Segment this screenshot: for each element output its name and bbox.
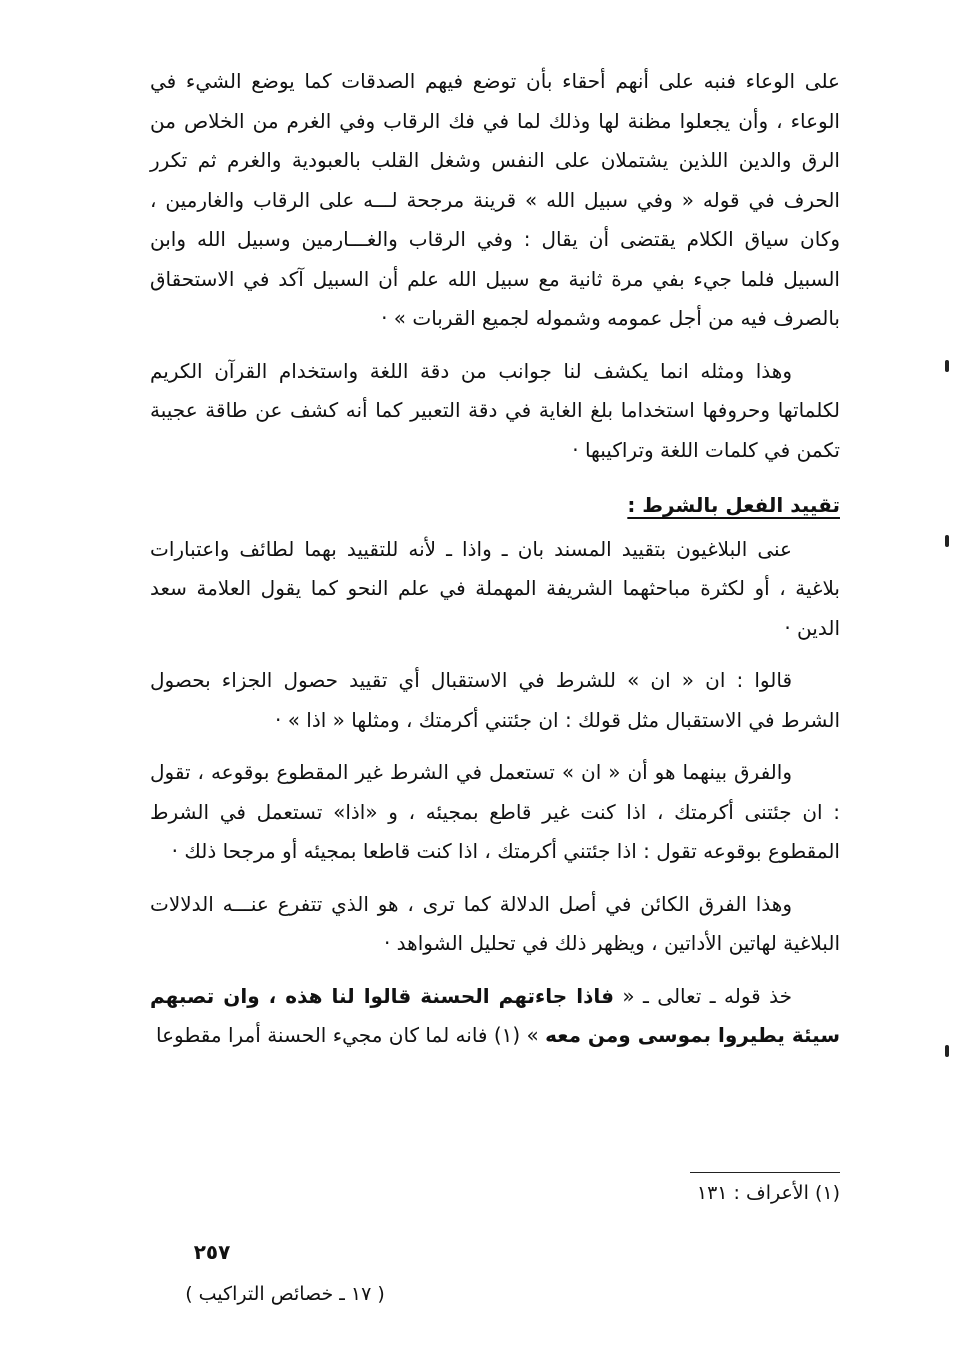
- paragraph-7: [150, 977, 840, 1056]
- paragraph-7-outro: » (١) فانه لما كان مجيء الحسنة أمرا مقطوعا: [156, 1023, 546, 1047]
- footnote-divider: [690, 1172, 840, 1173]
- margin-mark: [945, 360, 949, 372]
- paragraph-3: عنى البلاغيون بتقييد المسند بان ـ واذا ـ لأنه للتقييد بهما لطائف واعتبارات بلاغية ، أو لكثرة مباحثهما الشريفة المهملة في علم النحو كما يقول العلامة سعد الدين ·: [150, 536, 840, 640]
- margin-mark: [945, 535, 949, 547]
- body-text: [150, 62, 840, 1069]
- paragraph-6: وهذا الفرق الكائن في أصل الدلالة كما ترى ، هو الذي تتفرع عنـــه الدلالات البلاغية لهاتين الأداتين ، ويظهر ذلك في تحليل الشواهد ·: [150, 891, 840, 955]
- page-number: ٢٥٧: [193, 1240, 231, 1264]
- quranic-verse: فاذا جاءتهم الحسنة قالوا لنا هذه ، وان تصبهم سيئة يطيروا بموسى ومن معه: [150, 983, 840, 1047]
- signature-line: ( ١٧ ـ خصائص التراكيب ): [185, 1283, 385, 1305]
- paragraph-2: وهذا ومثله انما يكشف لنا جوانب من دقة اللغة واستخدام القرآن الكريم لكلماتها وحروفها استخداما بلغ الغاية في دقة التعبير كما أنه كشف عن طاقة عجيبة تكمن في كلمات اللغة وتراكيبها ·: [150, 358, 840, 462]
- footnote: (١) الأعراف : ١٣١: [696, 1182, 840, 1204]
- paragraph-5: والفرق بينهما هو أن « ان » تستعمل في الشرط غير المقطوع بوقوعه ، تقول : ان جئتنى أكرمتك ، اذا كنت غير قاطع بمجيئه ، و «اذا» تستعمل في الشرط المقطوع بوقوعه تقول : اذا جئتني أكرمتك ، اذا كنت قاطعا بمجيئه أو مرجحا ذلك ·: [150, 760, 840, 863]
- paragraph-7-intro: خذ قوله ـ تعالى ـ «: [613, 983, 792, 1008]
- section-heading: تقييد الفعل بالشرط :: [627, 493, 840, 517]
- paragraph-1: على الوعاء فنبه على أنهم أحقاء بأن توضع فيهم الصدقات كما يوضع الشيء في الوعاء ، وأن يجعلوا مظنة لها وذلك لما في فك الرقاب وفي الغرم من الخلاص من الرق والدين اللذين يشتملان على النفس وشغل القلب بالعبودية والغرم ثم تكرر الحرف في قوله « وفي سبيل الله » قرينة مرجحة لـــه على الرقاب والغارمين ، وكان سياق الكلام يقتضى أن يقال : وفي الرقاب والغـــارمين وسبيل الله وابن السبيل فلما جيء بفي مرة ثانية مع سبيل الله علم أن السبيل آكد في الاستحقاق بالصرف فيه من أجل عمومه وشموله لجميع القربات » ·: [150, 69, 840, 330]
- paragraph-4: قالوا : ان « ان » للشرط في الاستقبال أي تقييد حصول الجزاء بحصول الشرط في الاستقبال مثل قولك : ان جئتني أكرمتك ، ومثلها « اذا » ·: [150, 668, 840, 732]
- margin-mark: [945, 1045, 949, 1057]
